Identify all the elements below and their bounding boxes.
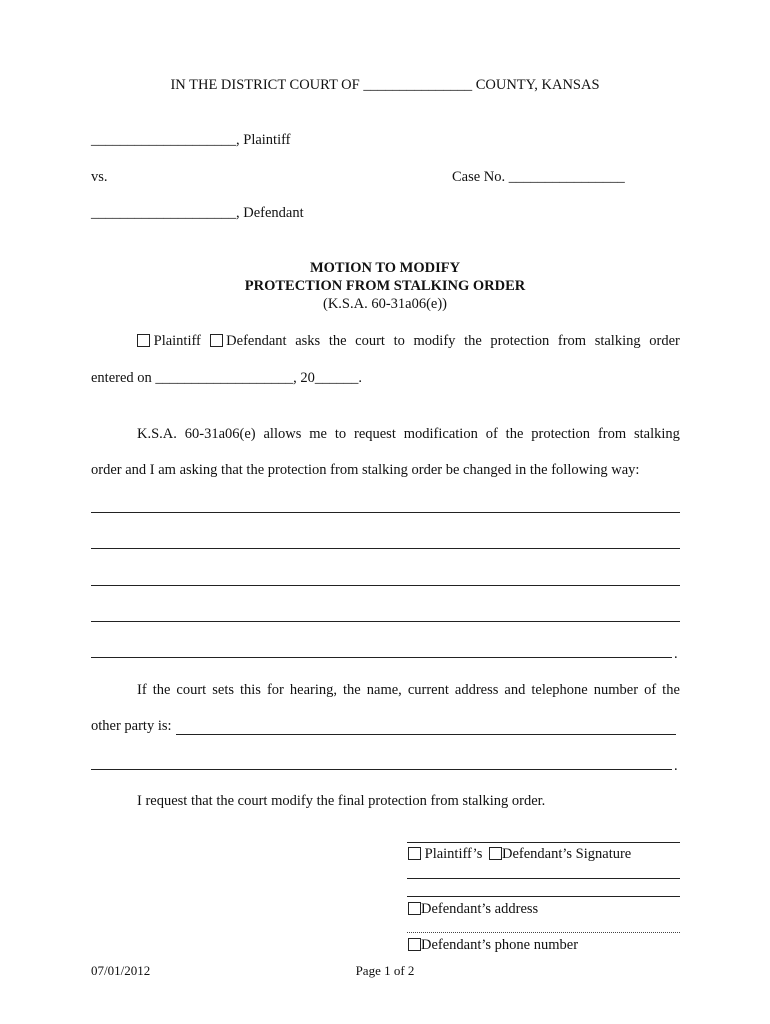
statute-word: to [334, 426, 347, 442]
request-word: the [464, 333, 482, 349]
modification-period: . [674, 646, 678, 662]
hearing-word: telephone [531, 682, 588, 698]
other-party-label: other party is: [91, 718, 172, 734]
address-field [408, 901, 538, 918]
statute-word: of [485, 426, 498, 442]
phone-checkbox[interactable] [408, 938, 421, 951]
address-line-2[interactable] [407, 896, 680, 897]
hearing-word: current [407, 682, 449, 698]
county-blank[interactable]: _______________ [363, 77, 473, 93]
signature-options [408, 846, 631, 863]
request-word: order [649, 333, 680, 349]
entered-on-line[interactable]: entered on ___________________, 20______. [91, 370, 363, 386]
statute-word: 60-31a06(e) [184, 426, 256, 442]
request-word: the [328, 333, 347, 349]
hearing-word: address [454, 682, 499, 698]
other-party-period: . [674, 758, 678, 774]
modification-blank-line-3[interactable] [91, 585, 680, 586]
request-word: protection [490, 333, 550, 349]
plaintiffs-signature-label: Plaintiff’s [424, 846, 483, 862]
footer-date: 07/01/2012 [91, 963, 151, 978]
statute-word: modification [403, 426, 478, 442]
phone-field [408, 937, 578, 954]
statute-line-2: order and I am asking that the protection from stalking order be changed in the following way: [91, 462, 640, 478]
court-suffix: COUNTY, KANSAS [475, 77, 600, 93]
hearing-word: court [176, 682, 207, 698]
phone-line[interactable] [407, 932, 680, 933]
defendants-signature-label: Defendant’s Signature [501, 846, 632, 862]
title-statute: (K.S.A. 60-31a06(e)) [322, 296, 448, 312]
plaintiff-name-blank[interactable]: ____________________ [91, 132, 236, 148]
hearing-word: sets [212, 682, 234, 698]
hearing-word: number [593, 682, 639, 698]
closing-request: I request that the court modify the final protection from stalking order. [137, 793, 546, 809]
plaintiff-label: , Plaintiff [236, 132, 291, 148]
request-word: asks [295, 333, 321, 349]
defendant-checkbox[interactable] [210, 334, 223, 347]
statute-line-1 [137, 426, 680, 443]
case-number [452, 169, 625, 186]
statute-word: allows [263, 426, 302, 442]
address-label: Defendant’s address [421, 901, 539, 917]
hearing-word: and [504, 682, 526, 698]
defendant-name-blank[interactable]: ____________________ [91, 205, 236, 221]
request-word: court [355, 333, 385, 349]
statute-word: from [597, 426, 627, 442]
modification-blank-line-4[interactable] [91, 621, 680, 622]
footer-page-number: Page 1 of 2 [355, 963, 415, 978]
court-prefix: IN THE DISTRICT COURT OF [170, 77, 360, 93]
defendant-option [210, 333, 287, 350]
plaintiff-line [91, 132, 291, 149]
court-header [0, 77, 770, 94]
hearing-word: for [266, 682, 284, 698]
defendant-option-label: Defendant [226, 333, 287, 349]
other-party-blank-line-1[interactable] [176, 734, 676, 735]
modification-blank-line-2[interactable] [91, 548, 680, 549]
case-label: Case No. [452, 169, 506, 185]
statute-word: stalking [634, 426, 680, 442]
statute-word: me [309, 426, 327, 442]
hearing-line-1 [137, 682, 680, 699]
hearing-word: this [240, 682, 261, 698]
signature-line[interactable] [407, 842, 680, 843]
hearing-word: If [137, 682, 147, 698]
statute-word: K.S.A. [137, 426, 177, 442]
hearing-word: name, [366, 682, 402, 698]
hearing-word: the [152, 682, 171, 698]
plaintiffs-signature-checkbox[interactable] [408, 847, 421, 860]
plaintiff-checkbox[interactable] [137, 334, 150, 347]
phone-label: Defendant’s phone number [421, 937, 579, 953]
hearing-word: the [343, 682, 361, 698]
request-line [137, 333, 680, 350]
address-checkbox[interactable] [408, 902, 421, 915]
request-word: modify [413, 333, 456, 349]
defendants-signature-checkbox[interactable] [489, 847, 502, 860]
request-word: from [557, 333, 587, 349]
hearing-word: of [644, 682, 657, 698]
hearing-word: hearing, [289, 682, 338, 698]
plaintiff-option-label: Plaintiff [153, 333, 201, 349]
statute-word: the [505, 426, 524, 442]
defendant-label: , Defendant [236, 205, 304, 221]
request-word: to [393, 333, 405, 349]
plaintiff-option [137, 333, 201, 350]
statute-word: protection [531, 426, 591, 442]
other-party-blank-line-2[interactable] [91, 769, 672, 770]
modification-blank-line-1[interactable] [91, 512, 680, 513]
modification-blank-line-5[interactable] [91, 657, 672, 658]
request-word: stalking [594, 333, 641, 349]
address-line-1[interactable] [407, 878, 680, 879]
title-line-2: PROTECTION FROM STALKING ORDER [244, 278, 526, 294]
defendant-line [91, 205, 304, 222]
vs-label: vs. [91, 169, 108, 185]
statute-word: request [353, 426, 396, 442]
case-number-blank[interactable]: ________________ [508, 169, 625, 185]
title-line-1: MOTION TO MODIFY [309, 260, 461, 276]
hearing-word: the [662, 682, 680, 698]
